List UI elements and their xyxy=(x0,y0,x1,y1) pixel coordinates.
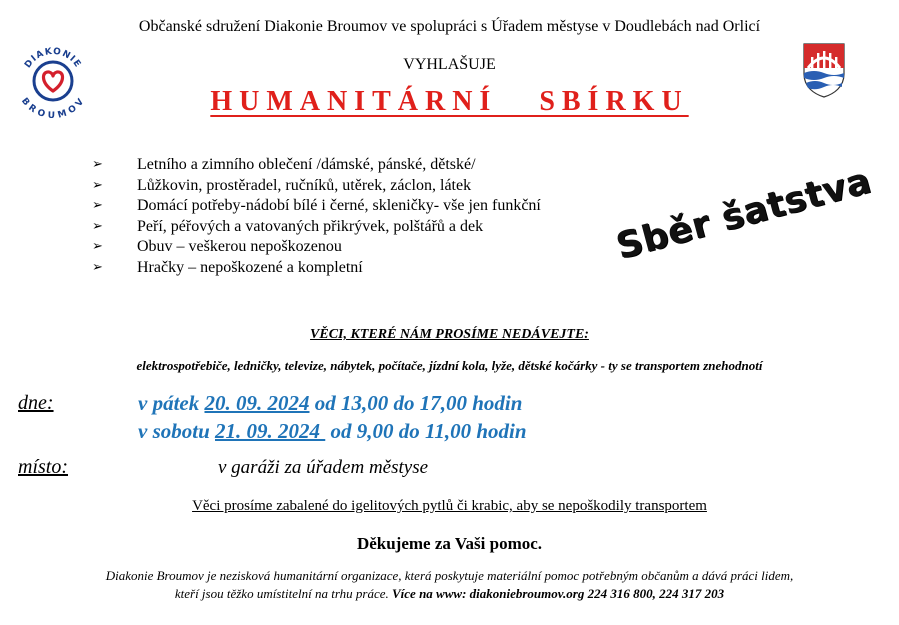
logo-text-top: DIAKONIE xyxy=(23,46,83,71)
page-title: HUMANITÁRNÍ SBÍRKU xyxy=(210,86,689,117)
list-item-text: Peří, péřových a vatovaných přikrývek, polštářů a dek xyxy=(137,217,484,235)
arrow-bullet-icon: ➢ xyxy=(92,259,103,275)
footer-line-1: Diakonie Broumov je nezisková humanitární organizace, která poskytuje materiální pomoc potřebným občanům a dává práci lidem, xyxy=(105,568,794,583)
footer-line-2-text: kteří jsou těžko umístitelní na trhu práce. xyxy=(174,586,392,601)
arrow-bullet-icon: ➢ xyxy=(92,177,103,193)
list-item-text: Domácí potřeby-nádobí bílé i černé, skleničky- vše jen funkční xyxy=(137,197,541,215)
list-item xyxy=(92,217,612,238)
date-value: 20. 09. 2024 xyxy=(204,391,310,415)
list-item-text: Obuv – veškerou nepoškozenou xyxy=(137,238,342,256)
place-label: místo: xyxy=(18,456,68,478)
date-time: od 9,00 do 11,00 hodin xyxy=(325,419,527,443)
arrow-bullet-icon: ➢ xyxy=(92,218,103,234)
date-line-friday xyxy=(138,391,522,416)
list-item-text: Letního a zimního oblečení /dámské, pánské, dětské/ xyxy=(137,156,476,173)
thanks-text: Děkujeme za Vaši pomoc. xyxy=(356,534,543,553)
exclusions-list: elektrospotřebiče, ledničky, televize, nábytek, počítače, jízdní kola, lyže, dětské kočárky - ty se transportem znehodnotí xyxy=(136,358,763,373)
place-value: v garáži za úřadem městyse xyxy=(218,457,429,478)
arrow-bullet-icon: ➢ xyxy=(92,198,103,214)
exclusions-heading: VĚCI, KTERÉ NÁM PROSÍME NEDÁVEJTE: xyxy=(310,327,589,342)
date-value: 21. 09. 2024 xyxy=(215,419,326,443)
footer-line-2 xyxy=(0,585,899,603)
logo-text-bottom: BROUMOV xyxy=(19,96,87,118)
list-item xyxy=(92,237,612,258)
list-item xyxy=(92,155,612,176)
list-item-text: Lůžkovin, prostěradel, ručníků, utěrek, záclon, látek xyxy=(137,176,472,194)
arrow-bullet-icon: ➢ xyxy=(92,157,103,172)
list-item xyxy=(92,196,612,217)
list-item xyxy=(92,258,612,279)
date-time: od 13,00 do 17,00 hodin xyxy=(309,391,523,415)
date-line-saturday xyxy=(138,419,527,444)
packing-note: Věci prosíme zabalené do igelitových pytlů či krabic, aby se nepoškodily transportem xyxy=(192,498,707,514)
collection-list xyxy=(92,155,612,279)
organizer-line: Občanské sdružení Diakonie Broumov ve spolupráci s Úřadem městyse v Doudlebách nad Orlicí xyxy=(138,18,761,35)
date-prefix: v pátek xyxy=(138,391,205,415)
date-prefix: v sobotu xyxy=(138,419,216,443)
date-label: dne: xyxy=(18,392,54,414)
clothing-collection-stamp: Sběr šatstva xyxy=(612,160,876,268)
announces-text: VYHLAŠUJE xyxy=(403,56,496,73)
footer-contact: Více na www: diakoniebroumov.org 224 316 800, 224 317 203 xyxy=(392,586,725,601)
arrow-bullet-icon: ➢ xyxy=(92,239,103,255)
footer xyxy=(0,567,899,603)
list-item-text: Hračky – nepoškozené a kompletní xyxy=(137,258,363,276)
list-item xyxy=(92,176,612,197)
